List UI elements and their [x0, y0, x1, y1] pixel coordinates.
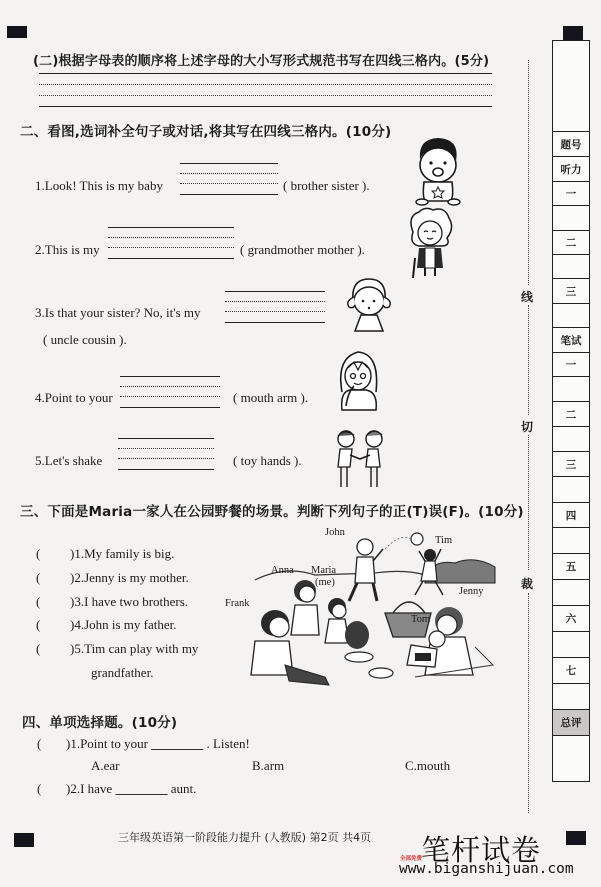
- score-row-written-5: 五: [553, 553, 589, 579]
- label-me: (me): [315, 577, 335, 588]
- judge-paren-3[interactable]: (: [36, 594, 41, 609]
- label-maria: Maria: [311, 565, 337, 576]
- part2-subtitle: (二)根据字母表的顺序将上述字母的大小写形式规范书写在四线三格内。(5分): [33, 54, 490, 69]
- section3-title: 三、下面是Maria一家人在公园野餐的场景。判断下列句子的正(T)误(F)。(10分): [20, 504, 524, 520]
- score-row-written-2: 二: [553, 401, 589, 426]
- score-row-listening-3: 三: [553, 278, 589, 303]
- q3-prompt: 3.Is that your sister? No, it's my: [35, 305, 201, 320]
- girl-pointing-mouth-illustration: [336, 348, 382, 416]
- q4-prompt: 4.Point to your: [35, 390, 113, 405]
- score-row-question-number: 题号: [553, 131, 589, 156]
- label-john: John: [325, 527, 345, 538]
- score-row-written-3: 三: [553, 451, 589, 476]
- cut-line-segment-2: [528, 305, 529, 415]
- q4-options: ( mouth arm ).: [233, 390, 309, 405]
- choice-q1-option-a[interactable]: A.ear: [91, 758, 120, 773]
- cut-line-segment-4: [528, 593, 529, 813]
- judge-paren-2[interactable]: (: [36, 570, 41, 585]
- label-anna: Anna: [271, 565, 294, 576]
- label-frank: Frank: [225, 598, 250, 609]
- choice-q1-option-c[interactable]: C.mouth: [405, 758, 451, 773]
- registration-mark-bottom-right: [566, 831, 586, 845]
- score-cell-listening-3[interactable]: [553, 303, 589, 327]
- score-cell-written-4[interactable]: [553, 527, 589, 553]
- judge-paren-5[interactable]: (: [36, 641, 41, 656]
- choice-q2-stem: [66, 781, 196, 797]
- score-cell-written-1[interactable]: [553, 376, 589, 401]
- judge-paren-1[interactable]: (: [36, 546, 41, 561]
- cut-line-segment-3: [528, 435, 529, 570]
- label-tim: Tim: [435, 535, 453, 546]
- page-footer: 三年级英语第一阶段能力提升 (人教版) 第2页 共4页: [118, 831, 372, 844]
- q2-options: ( grandmother mother ).: [240, 242, 365, 257]
- q1-options: ( brother sister ).: [283, 178, 370, 193]
- judge-item-3: )3.I have two brothers.: [70, 594, 189, 609]
- q1-answer-lines[interactable]: [180, 163, 278, 195]
- judge-item-4: )4.John is my father.: [70, 617, 177, 632]
- score-row-written-6: 六: [553, 605, 589, 631]
- section4-title: 四、单项选择题。(10分): [22, 715, 178, 731]
- q3-options: ( uncle cousin ).: [43, 332, 127, 347]
- score-row-written-7: 七: [553, 657, 589, 683]
- score-row-total: 总评: [553, 709, 589, 735]
- judge-item-5-continuation: grandfather.: [91, 665, 154, 680]
- score-row-written-1: 一: [553, 352, 589, 376]
- judge-paren-4[interactable]: (: [36, 617, 41, 632]
- q5-prompt: 5.Let's shake: [35, 453, 103, 468]
- score-table: [552, 40, 590, 782]
- choice-q2-blank[interactable]: ________: [115, 781, 168, 796]
- cut-line-segment-1: [528, 60, 529, 285]
- choice-q1-after: . Listen!: [206, 736, 250, 751]
- registration-mark-top-left: [7, 26, 27, 38]
- score-row-written-4: 四: [553, 502, 589, 527]
- baby-illustration: [408, 135, 468, 207]
- writing-lines-alphabet[interactable]: [39, 73, 492, 107]
- q2-answer-lines[interactable]: [108, 227, 234, 259]
- choice-q1-option-b[interactable]: B.arm: [252, 758, 285, 773]
- watermark-url[interactable]: www.biganshijuan.com: [399, 861, 574, 877]
- score-row-blank-header: [553, 40, 589, 132]
- q1-prompt: 1.Look! This is my baby: [35, 178, 163, 193]
- q4-answer-lines[interactable]: [120, 376, 220, 408]
- score-cell-listening-1[interactable]: [553, 205, 589, 230]
- picnic-scene-illustration: [225, 525, 497, 690]
- girl-cousin-illustration: [343, 275, 395, 335]
- score-cell-written-3[interactable]: [553, 476, 589, 502]
- watermark-free-tag: 全部免费: [400, 856, 423, 862]
- cut-line-char-1: 线: [521, 290, 534, 304]
- score-row-listening-1: 一: [553, 181, 589, 205]
- choice-q2-after: aunt.: [170, 781, 197, 796]
- score-row-listening: 听力: [553, 156, 589, 181]
- score-cell-written-7[interactable]: [553, 683, 589, 709]
- score-cell-written-5[interactable]: [553, 579, 589, 605]
- choice-paren-2[interactable]: (: [37, 781, 42, 796]
- score-row-written: 笔试: [553, 327, 589, 352]
- grandmother-illustration: [405, 206, 455, 278]
- label-tom: Tom: [411, 614, 431, 625]
- section2-title: 二、看图,选词补全句子或对话,将其写在四线三格内。(10分): [20, 124, 392, 140]
- score-cell-written-6[interactable]: [553, 631, 589, 657]
- q5-answer-lines[interactable]: [118, 438, 214, 470]
- judge-item-1: )1.My family is big.: [70, 546, 175, 561]
- choice-q1-blank[interactable]: ________: [151, 736, 204, 751]
- registration-mark-bottom-left: [14, 833, 34, 847]
- q3-answer-lines[interactable]: [225, 291, 325, 323]
- choice-q2-text: )2.I have: [66, 781, 113, 796]
- watermark-brand: 笔杆试卷: [421, 833, 542, 867]
- score-cell-total[interactable]: [553, 735, 589, 781]
- score-cell-listening-2[interactable]: [553, 254, 589, 278]
- judge-item-5: )5.Tim can play with my: [70, 641, 199, 656]
- choice-q1-stem: [66, 736, 250, 752]
- judge-item-2: )2.Jenny is my mother.: [70, 570, 189, 585]
- choice-paren-1[interactable]: (: [37, 736, 42, 751]
- cut-line-char-3: 裁: [521, 577, 534, 591]
- q5-options: ( toy hands ).: [233, 453, 302, 468]
- choice-q1-text: )1.Point to your: [66, 736, 148, 751]
- label-jenny: Jenny: [459, 586, 484, 597]
- shaking-hands-illustration: [330, 427, 390, 489]
- score-cell-written-2[interactable]: [553, 426, 589, 451]
- score-row-listening-2: 二: [553, 230, 589, 254]
- cut-line-char-2: 切: [521, 420, 534, 434]
- q2-prompt: 2.This is my: [35, 242, 100, 257]
- registration-mark-top-right: [563, 26, 583, 40]
